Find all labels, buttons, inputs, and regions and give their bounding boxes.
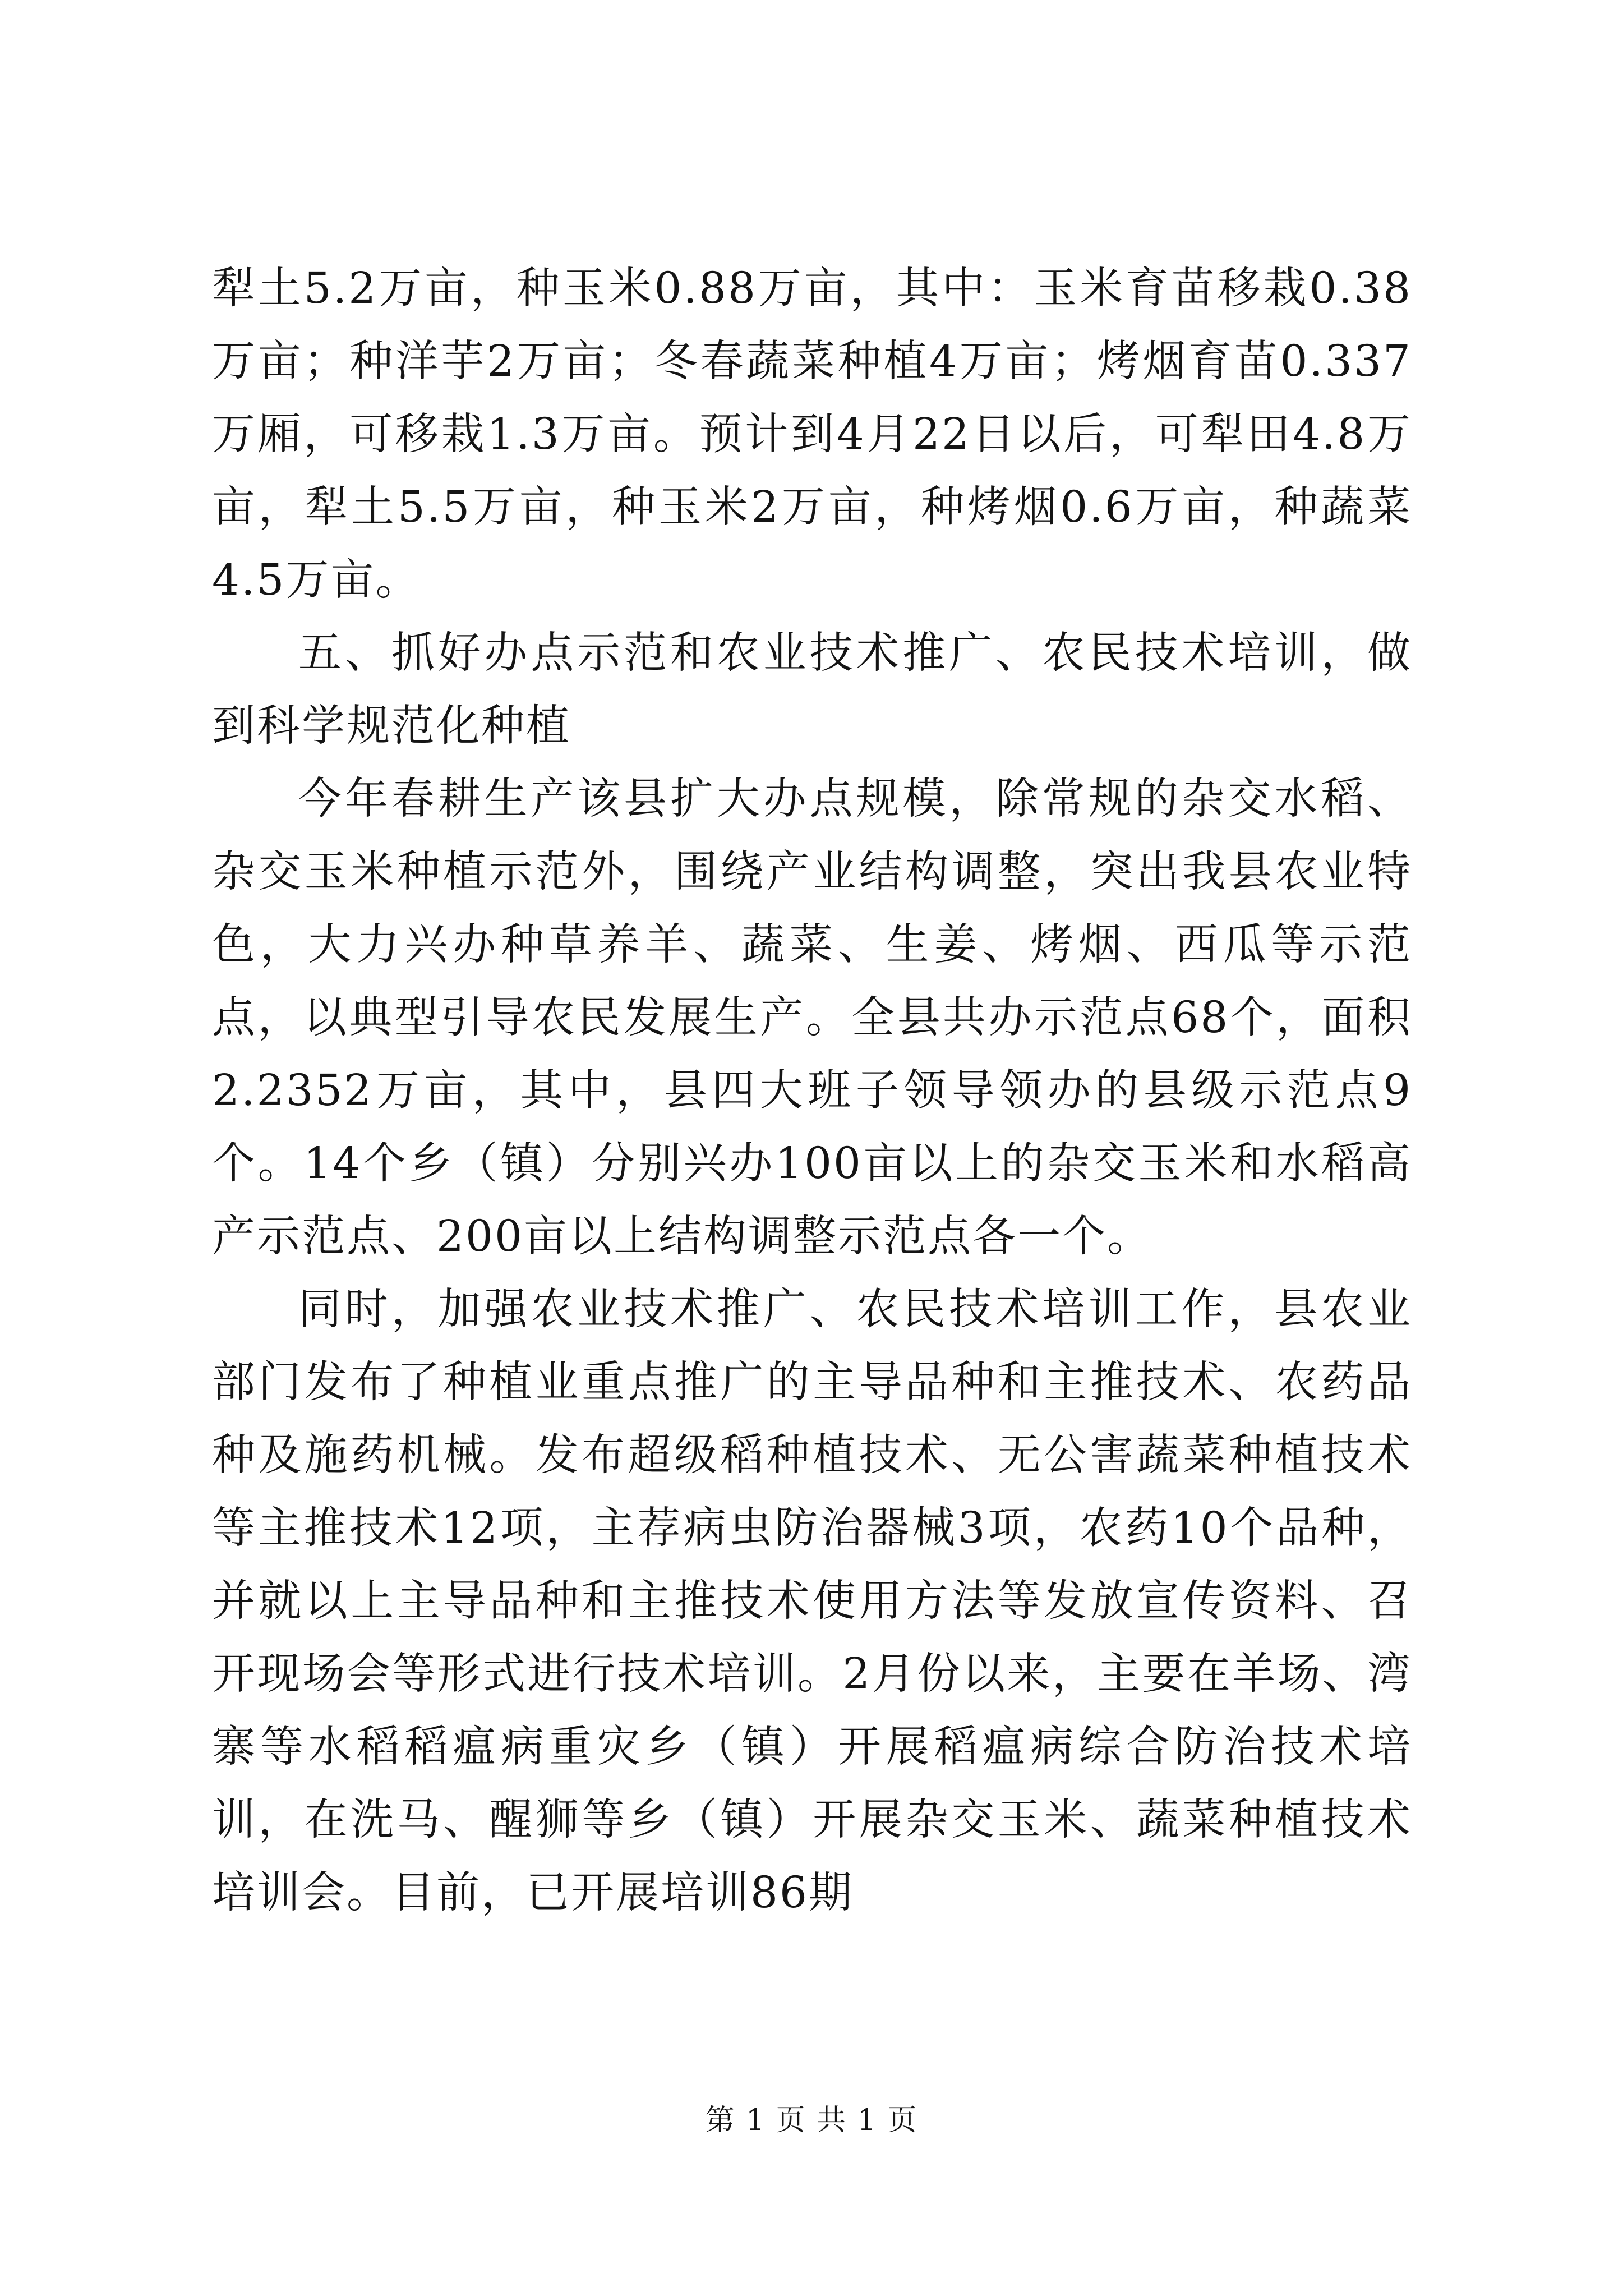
paragraph-training: 同时，加强农业技术推广、农民技术培训工作，县农业部门发布了种植业重点推广的主导品种和主推技术、农药品种及施药机械。发布超级稻种植技术、无公害蔬菜种植技术等主推技术12项，主荐病虫防治器械3项，农药10个品种，并就以上主导品种和主推技术使用方法等发放宣传资料、召开现场会等形式进行技术培训。2月份以来，主要在羊场、湾寨等水稻稻瘟病重灾乡（镇）开展稻瘟病综合防治技术培训，在洗马、醒狮等乡（镇）开展杂交玉米、蔬菜种植技术培训会。目前，已开展培训86期 [212,1285,1412,1918]
page-footer: 第 1 页 共 1 页 [705,2104,918,2137]
section-heading: 五、抓好办点示范和农业技术推广、农民技术培训，做到科学规范化种植 [212,628,1412,751]
document-body [212,252,1412,1930]
paragraph-continuation: 犁土5.2万亩，种玉米0.88万亩，其中：玉米育苗移栽0.38万亩；种洋芋2万亩；冬春蔬菜种植4万亩；烤烟育苗0.337万厢，可移栽1.3万亩。预计到4月22日以后，可犁田4.8万亩，犁土5.5万亩，种玉米2万亩，种烤烟0.6万亩，种蔬菜4.5万亩。 [212,264,1412,605]
paragraph-demonstration: 今年春耕生产该县扩大办点规模，除常规的杂交水稻、杂交玉米种植示范外，围绕产业结构调整，突出我县农业特色，大力兴办种草养羊、蔬菜、生姜、烤烟、西瓜等示范点，以典型引导农民发展生产。全县共办示范点68个，面积2.2352万亩，其中，县四大班子领导领办的县级示范点9个。14个乡（镇）分别兴办100亩以上的杂交玉米和水稻高产示范点、200亩以上结构调整示范点各一个。 [212,774,1412,1262]
